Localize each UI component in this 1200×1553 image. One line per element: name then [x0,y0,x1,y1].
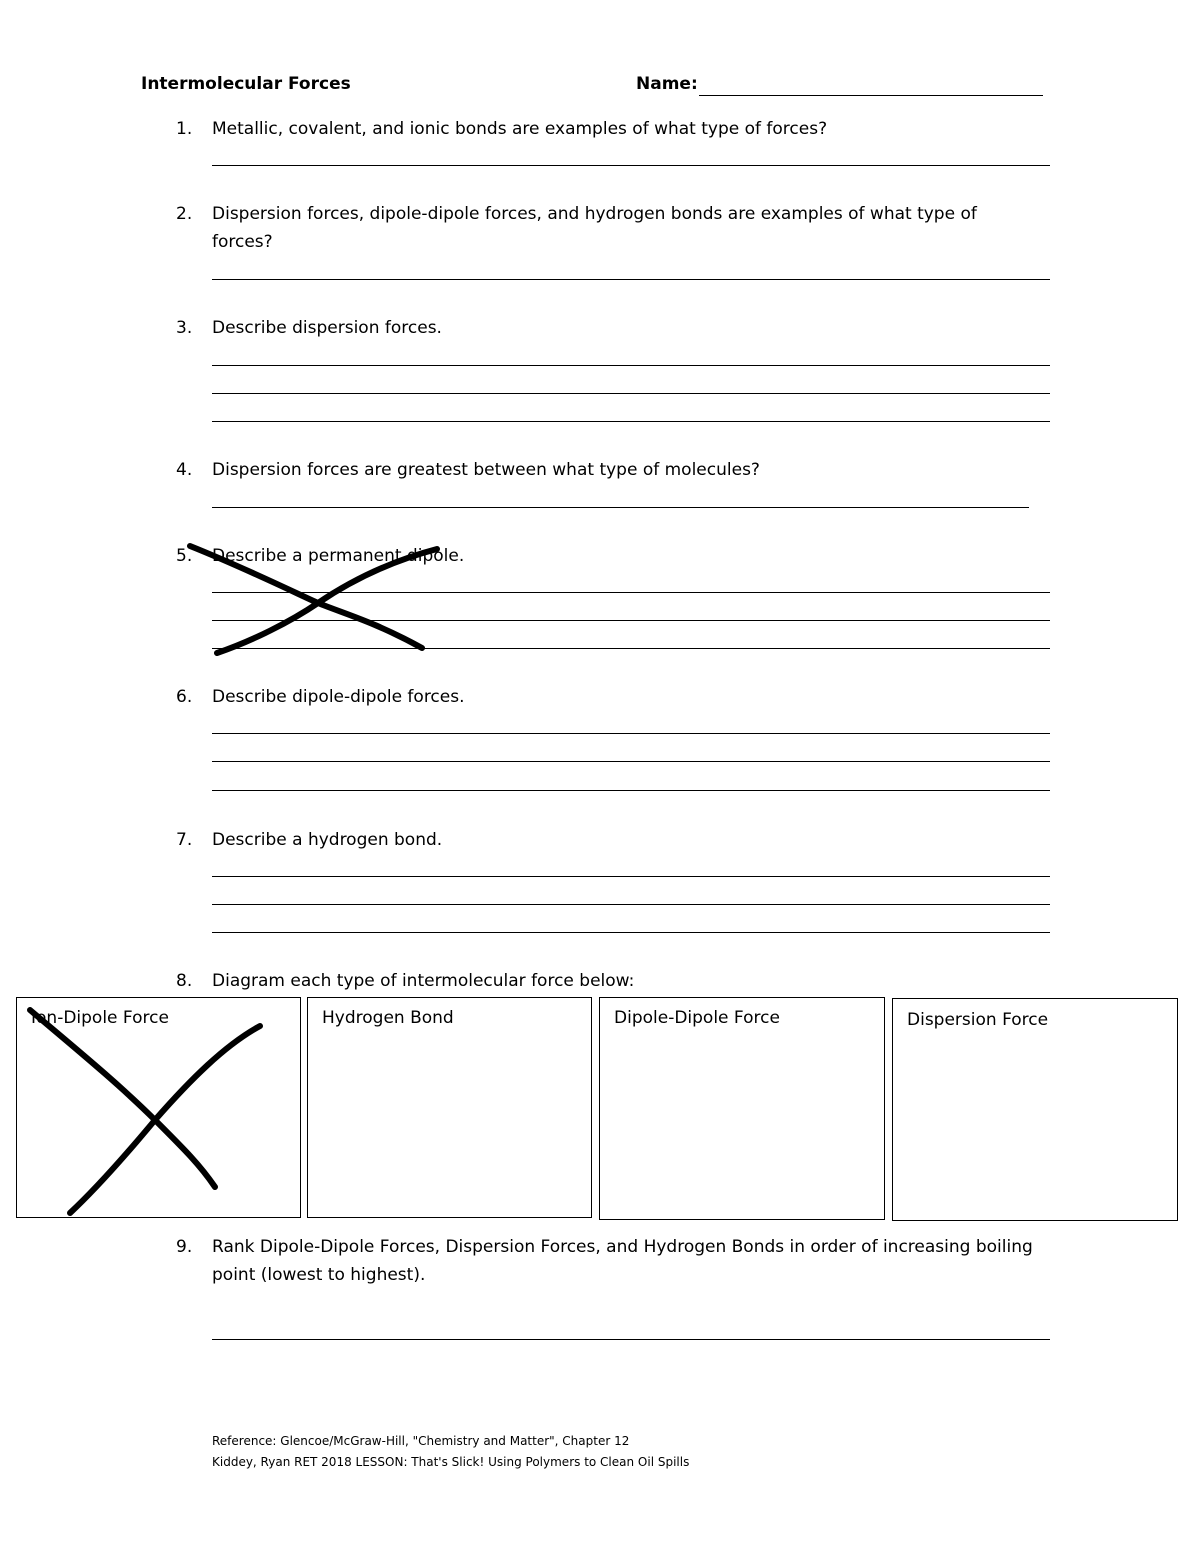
question-3-number: 3. [176,318,193,338]
question-9-answer-line[interactable] [212,1339,1050,1340]
question-7-answer-line-3[interactable] [212,932,1050,933]
question-3-answer-line-3[interactable] [212,421,1050,422]
lesson-credit: Kiddey, Ryan RET 2018 LESSON: That's Slick! Using Polymers to Clean Oil Spills [212,1455,690,1469]
question-8-number: 8. [176,971,193,991]
question-4-number: 4. [176,460,193,480]
diagram-box-dispersion[interactable] [892,998,1178,1221]
diagram-box-dipole-dipole[interactable] [599,997,885,1220]
question-4-answer-line[interactable] [212,507,1029,508]
question-2-answer-line[interactable] [212,279,1050,280]
question-5-text: Describe a permanent dipole. [212,546,465,566]
question-2-text-line-1: Dispersion forces, dipole-dipole forces, and hydrogen bonds are examples of what type of [212,204,977,224]
name-label: Name: [636,74,698,94]
question-1-number: 1. [176,119,193,139]
question-6-answer-line-3[interactable] [212,790,1050,791]
diagram-box-label: Ion-Dipole Force [31,1008,169,1028]
question-6-number: 6. [176,687,193,707]
question-7-number: 7. [176,830,193,850]
question-8-text: Diagram each type of intermolecular force below: [212,971,635,991]
question-5-answer-line-2[interactable] [212,620,1050,621]
question-4-text: Dispersion forces are greatest between what type of molecules? [212,460,760,480]
question-6-answer-line-2[interactable] [212,761,1050,762]
question-1-text: Metallic, covalent, and ionic bonds are examples of what type of forces? [212,119,828,139]
question-1-answer-line[interactable] [212,165,1050,166]
question-7-text: Describe a hydrogen bond. [212,830,443,850]
question-5-number: 5. [176,546,193,566]
question-3-answer-line-2[interactable] [212,393,1050,394]
question-9-text-line-1: Rank Dipole-Dipole Forces, Dispersion Forces, and Hydrogen Bonds in order of increasing boiling [212,1237,1033,1257]
diagram-box-label: Dipole-Dipole Force [614,1008,780,1028]
diagram-box-ion-dipole[interactable] [16,997,301,1218]
question-5-answer-line-1[interactable] [212,592,1050,593]
question-6-text: Describe dipole-dipole forces. [212,687,465,707]
question-6-answer-line-1[interactable] [212,733,1050,734]
question-5-answer-line-3[interactable] [212,648,1050,649]
question-3-text: Describe dispersion forces. [212,318,442,338]
diagram-box-label: Dispersion Force [907,1010,1049,1030]
worksheet-title: Intermolecular Forces [141,74,351,94]
question-7-answer-line-1[interactable] [212,876,1050,877]
question-9-text-line-2: point (lowest to highest). [212,1265,426,1285]
diagram-box-label: Hydrogen Bond [322,1008,454,1028]
diagram-box-hydrogen-bond[interactable] [307,997,592,1218]
name-field-line[interactable] [699,95,1043,96]
question-3-answer-line-1[interactable] [212,365,1050,366]
question-2-text-line-2: forces? [212,232,273,252]
reference-note: Reference: Glencoe/McGraw-Hill, "Chemistry and Matter", Chapter 12 [212,1434,630,1448]
question-9-number: 9. [176,1237,193,1257]
question-7-answer-line-2[interactable] [212,904,1050,905]
question-2-number: 2. [176,204,193,224]
